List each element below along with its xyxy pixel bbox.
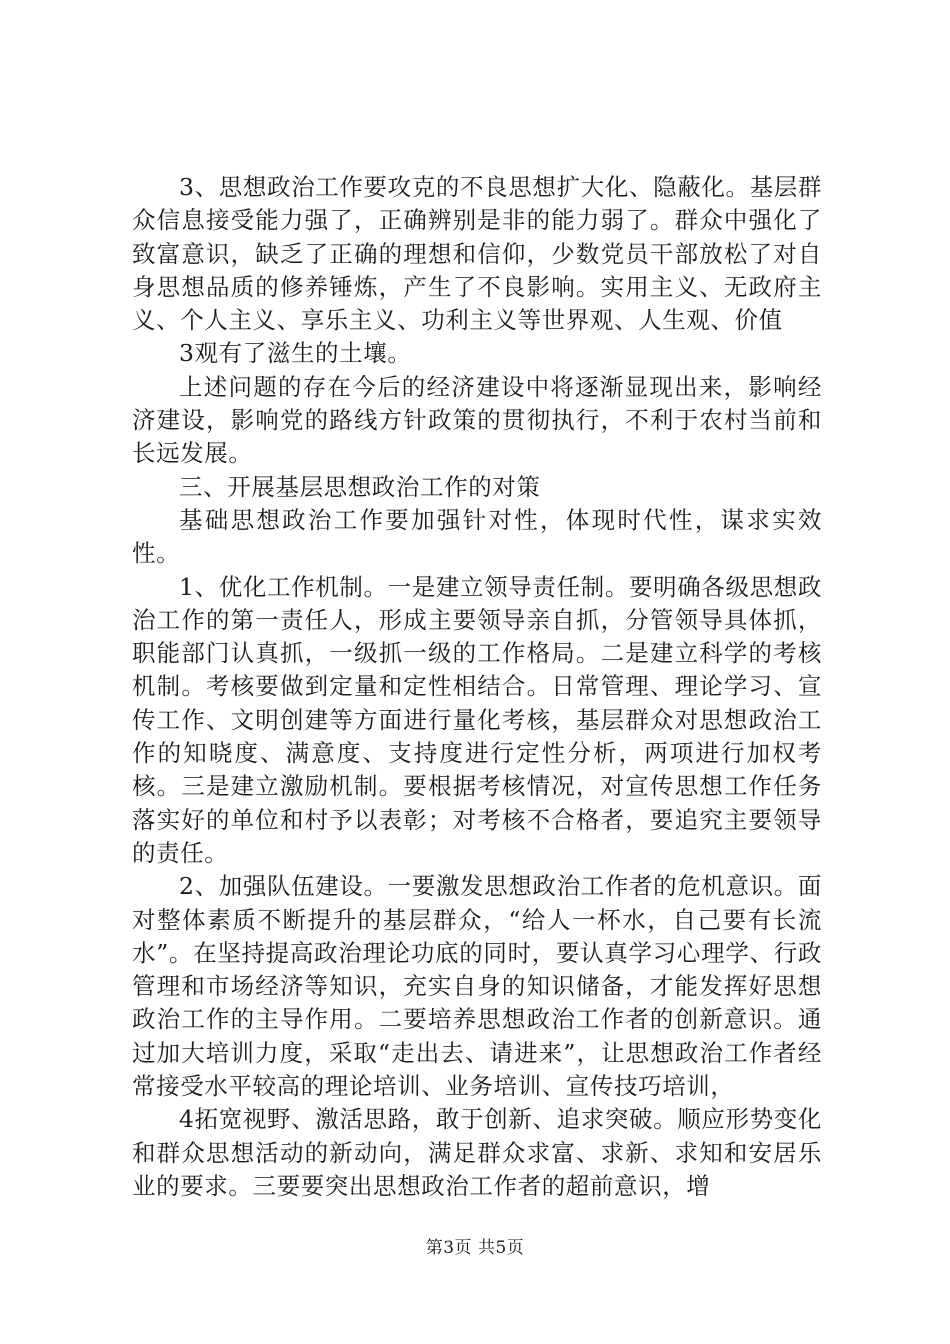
paragraph-basic-requirements: 基础思想政治工作要加强针对性，体现时代性，谋求实效性。 [132,505,822,568]
document-body [132,171,822,1203]
section-heading-countermeasures: 三、开展基层思想政治工作的对策 [179,472,541,501]
paragraph-soil: 3观有了滋生的土壤。 [179,339,412,368]
paragraph-bad-thoughts: 3、思想政治工作要攻克的不良思想扩大化、隐蔽化。基层群众信息接受能力强了，正确辨别是非的能力弱了。群众中强化了致富意识，缺乏了正确的理想和信仰，少数党员干部放松了对自身思想品质的修养锤炼，产生了不良影响。实用主义、无政府主义、个人主义、享乐主义、功利主义等世界观、人生观、价值 [132,173,822,335]
paragraph-broaden-vision: 4拓宽视野、激活思路，敢于创新、追求突破。顺应形势变化和群众思想活动的新动向，满足群众求富、求新、求知和安居乐业的要求。三要要突出思想政治工作者的超前意识，增 [132,1105,822,1200]
page-number-footer: 第3页 共5页 [425,1238,525,1258]
paragraph-problems-impact: 上述问题的存在今后的经济建设中将逐渐显现出来，影响经济建设，影响党的路线方针政策的贯彻执行，不利于农村当前和长远发展。 [132,372,822,468]
paragraph-optimize-mechanism: 1、优化工作机制。一是建立领导责任制。要明确各级思想政治工作的第一责任人，形成主要领导亲自抓，分管领导具体抓，职能部门认真抓，一级抓一级的工作格局。二是建立科学的考核机制。考核要做到定量和定性相结合。日常管理、理论学习、宣传工作、文明创建等方面进行量化考核，基层群众对思想政治工作的知晓度、满意度、支持度进行定性分析，两项进行加权考核。三是建立激励机制。要根据考核情况，对宣传思想工作任务落实好的单位和村予以表彰；对考核不合格者，要追究主要领导的责任。 [132,572,822,867]
paragraph-team-building: 2、加强队伍建设。一要激发思想政治工作者的危机意识。面对整体素质不断提升的基层群众，“给人一杯水，自己要有长流水”。在坚持提高政治理论功底的同时，要认真学习心理学、行政管理和市场经济等知识，充实自身的知识储备，才能发挥好思想政治工作的主导作用。二要培养思想政治工作者的创新意识。通过加大培训力度，采取“走出去、请进来”，让思想政治工作者经常接受水平较高的理论培训、业务培训、宣传技巧培训， [132,872,822,1101]
